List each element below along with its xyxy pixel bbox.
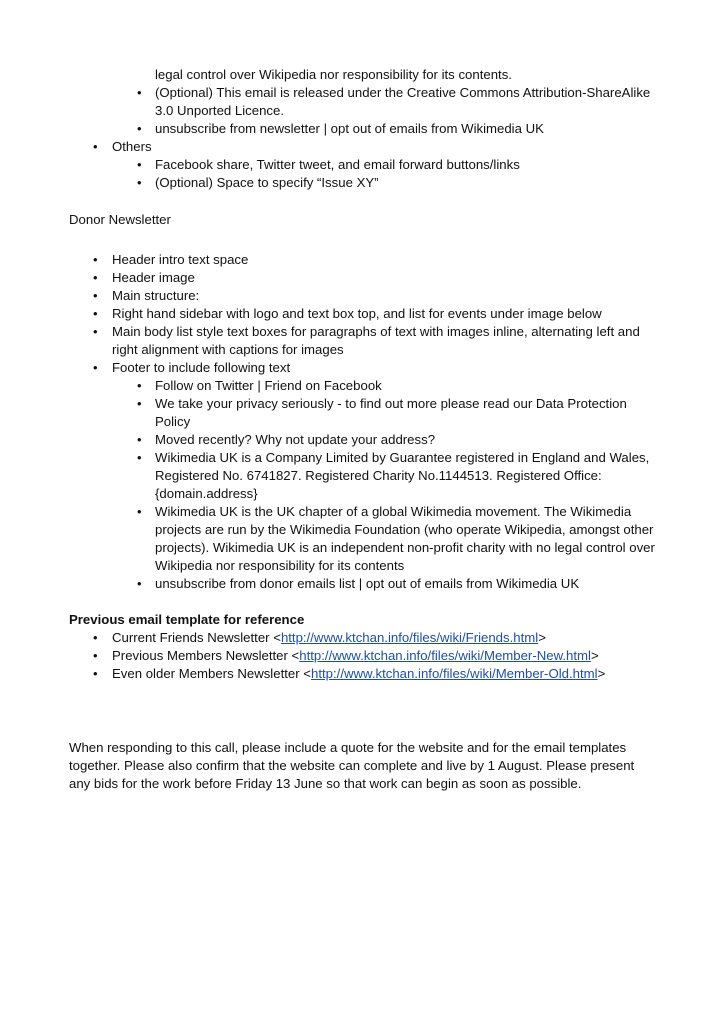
list-item: • Main structure: — [93, 288, 200, 303]
list-item: • Header image — [93, 270, 195, 285]
document-page — [69, 66, 659, 793]
bullet-icon: • — [137, 175, 142, 190]
bullet-icon: • — [137, 450, 142, 465]
bullet-icon: • — [93, 324, 98, 339]
bullet-icon: • — [93, 648, 98, 663]
list-item: • (Optional) This email is released under the Creative Commons Attribution-ShareAlike 3.0 Unported Licence. — [137, 85, 651, 118]
bullet-icon: • — [93, 288, 98, 303]
bullet-icon: • — [93, 139, 98, 154]
friends-newsletter-link[interactable]: http://www.ktchan.info/files/wiki/Friends.html — [280, 630, 539, 645]
bullet-icon: • — [93, 360, 98, 375]
footer-list-item: • Wikimedia UK is a Company Limited by Guarantee registered in England and Wales, Registered No. 6741827. Registered Charity No.1144513. Registered Office: {domain.address} — [137, 450, 650, 501]
bullet-icon: • — [93, 306, 98, 321]
list-item: • Right hand sidebar with logo and text box top, and list for events under image below — [93, 306, 602, 321]
previous-templates-list — [69, 629, 659, 683]
footer-list-item: • unsubscribe from donor emails list | opt out of emails from Wikimedia UK — [137, 576, 580, 591]
bullet-icon: • — [137, 85, 142, 100]
bullet-icon: • — [137, 504, 142, 519]
list-item: • Even older Members Newsletter <http://www.ktchan.info/files/wiki/Member-Old.html> — [93, 666, 606, 681]
list-item: • Current Friends Newsletter <http://www.ktchan.info/files/wiki/Friends.html> — [93, 630, 546, 645]
list-item: • Previous Members Newsletter <http://www.ktchan.info/files/wiki/Member-New.html> — [93, 648, 599, 663]
bullet-icon: • — [137, 157, 142, 172]
bullet-icon: • — [137, 576, 142, 591]
list-item: • unsubscribe from newsletter | opt out of emails from Wikimedia UK — [137, 121, 544, 136]
list-item: • Facebook share, Twitter tweet, and email forward buttons/links — [137, 157, 520, 172]
footer-list-item: • Follow on Twitter | Friend on Facebook — [137, 378, 382, 393]
member-new-newsletter-link[interactable]: http://www.ktchan.info/files/wiki/Member-New.html — [299, 648, 591, 663]
bullet-icon: • — [93, 252, 98, 267]
donor-newsletter-heading: Donor Newsletter — [69, 212, 171, 227]
bullet-icon: • — [137, 432, 142, 447]
list-item-others: • Others — [93, 139, 152, 154]
list-item: • Header intro text space — [93, 252, 249, 267]
bullet-icon: • — [93, 270, 98, 285]
closing-paragraph: When responding to this call, please include a quote for the website and for the email templates together. Please also confirm that the website can complete and live by 1 August. Please present any bids for the work before Friday 13 June so that work can begin as soon as possible. — [69, 740, 635, 791]
bullet-icon: • — [137, 121, 142, 136]
list-item: • Footer to include following text — [93, 360, 291, 375]
list-item: • (Optional) Space to specify “Issue XY” — [137, 175, 379, 190]
top-list-a — [69, 84, 659, 192]
previous-templates-heading: Previous email template for reference — [69, 612, 305, 627]
footer-list-item: • We take your privacy seriously - to find out more please read our Data Protection Policy — [137, 396, 627, 429]
donor-list — [69, 251, 659, 593]
bullet-icon: • — [93, 630, 98, 645]
list-item: • Main body list style text boxes for paragraphs of text with images inline, alternating left and right alignment with captions for images — [93, 324, 640, 357]
footer-list-item: • Wikimedia UK is the UK chapter of a global Wikimedia movement. The Wikimedia projects are run by the Wikimedia Foundation (who operate Wikipedia, amongst other projects). Wikimedia UK is an independent non-profit charity with no legal control over Wikipedia nor responsibility for its contents — [137, 504, 655, 573]
footer-list-item: • Moved recently? Why not update your address? — [137, 432, 436, 447]
member-old-newsletter-link[interactable]: http://www.ktchan.info/files/wiki/Member-Old.html — [311, 666, 598, 681]
bullet-icon: • — [137, 378, 142, 393]
continuation-text: legal control over Wikipedia nor responsibility for its contents. — [155, 67, 512, 82]
bullet-icon: • — [93, 666, 98, 681]
bullet-icon: • — [137, 396, 142, 411]
